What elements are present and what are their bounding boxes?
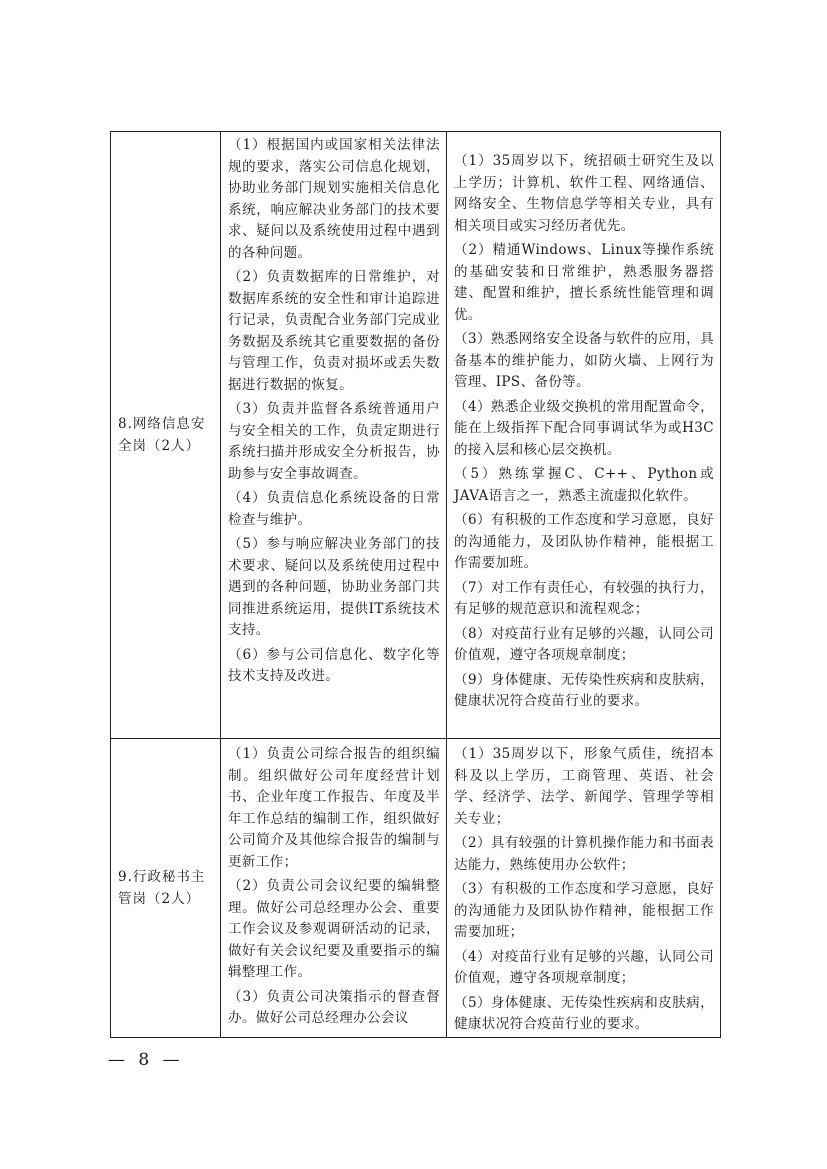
post-cell xyxy=(111,132,221,739)
duty-item: （3）负责并监督各系统普通用户与安全相关的工作，负责定期进行系统扫描并形成安全分析报告，协助参与安全事故调查。 xyxy=(228,401,440,482)
page-number: — 8 — xyxy=(108,1050,184,1070)
job-requirements-table xyxy=(110,131,721,1038)
post-title: 9.行政秘书主管岗（2人） xyxy=(118,868,206,907)
requirement-item: （5）熟练掌握C、C++、Python或JAVA语言之一，熟悉主流虚拟化软件。 xyxy=(454,466,714,504)
duty-item: （2）负责公司会议纪要的编辑整理。做好公司总经理办公会、重要工作会议及参观调研活动的记录，做好有关会议纪要及重要指示的编辑整理工作。 xyxy=(228,878,440,980)
duty-item: （2）负责数据库的日常维护，对数据库系统的安全性和审计追踪进行记录，负责配合业务部门完成业务数据及系统其它重要数据的备份与管理工作，负责对损坏或丢失数据进行数据的恢复。 xyxy=(228,269,440,393)
duties-list xyxy=(221,743,446,1031)
requirements-list xyxy=(447,743,720,1037)
requirement-item: （5）身体健康、无传染性疾病和皮肤病，健康状况符合疫苗行业的要求。 xyxy=(454,994,714,1032)
requirement-item: （1）35周岁以下，形象气质佳，统招本科及以上学历，工商管理、英语、社会学、经济学、法学、新闻学、管理学等相关专业； xyxy=(454,746,714,827)
requirement-item: （8）对疫苗行业有足够的兴趣，认同公司价值观，遵守各项规章制度； xyxy=(454,625,714,663)
duty-item: （4）负责信息化系统设备的日常检查与维护。 xyxy=(228,490,440,528)
duty-item: （6）参与公司信息化、数字化等技术支持及改进。 xyxy=(228,646,440,684)
requirement-item: （6）有积极的工作态度和学习意愿，良好的沟通能力，及团队协作精神，能根据工作需要加班。 xyxy=(454,512,714,571)
requirement-item: （1）35周岁以下，统招硕士研究生及以上学历；计算机、软件工程、网络通信、网络安全、生物信息学等相关专业，具有相关项目或实习经历者优先。 xyxy=(454,153,714,234)
requirement-item: （4）熟悉企业级交换机的常用配置命令，能在上级指挥下配合同事调试华为或H3C的接入层和核心层交换机。 xyxy=(454,398,714,458)
requirements-cell xyxy=(447,739,721,1038)
requirement-item: （2）具有较强的计算机操作能力和书面表达能力，熟练使用办公软件； xyxy=(454,835,714,873)
post-title: 8.网络信息安全岗（2人） xyxy=(118,416,206,454)
duty-item: （3）负责公司决策指示的督查督办。做好公司总经理办公会议 xyxy=(228,988,440,1026)
requirements-cell xyxy=(447,132,721,739)
duties-cell xyxy=(221,739,447,1038)
duty-item: （1）负责公司综合报告的组织编制。组织做好公司年度经营计划书、企业年度工作报告、年度及半年工作总结的编制工作，组织做好公司简介及其他综合报告的编制与更新工作； xyxy=(228,746,440,870)
requirement-item: （4）对疫苗行业有足够的兴趣，认同公司价值观，遵守各项规章制度； xyxy=(454,948,714,986)
table-row xyxy=(111,739,721,1038)
table-row xyxy=(111,132,721,739)
requirement-item: （9）身体健康、无传染性疾病和皮肤病，健康状况符合疫苗行业的要求。 xyxy=(454,671,714,709)
requirement-item: （2）精通Windows、Linux等操作系统的基础安装和日常维护，熟悉服务器搭建、配置和维护，擅长系统性能管理和调优。 xyxy=(454,242,714,323)
duties-cell xyxy=(221,132,447,739)
duty-item: （5）参与响应解决业务部门的技术要求、疑问以及系统使用过程中遇到的各种问题，协助业务部门共同推进系统运用，提供IT系统技术支持。 xyxy=(228,536,440,638)
requirements-list xyxy=(447,150,720,714)
requirement-item: （3）有积极的工作态度和学习意愿，良好的沟通能力及团队协作精神，能根据工作需要加班； xyxy=(454,881,714,940)
requirement-item: （3）熟悉网络安全设备与软件的应用，具备基本的维护能力，如防火墙、上网行为管理、IPS、备份等。 xyxy=(454,331,714,390)
requirement-item: （7）对工作有责任心，有较强的执行力，有足够的规范意识和流程观念； xyxy=(454,579,714,617)
post-cell xyxy=(111,739,221,1038)
duty-item: （1）根据国内或国家相关法律法规的要求，落实公司信息化规划，协助业务部门规划实施相关信息化系统，响应解决业务部门的技术要求、疑问以及系统使用过程中遇到的各种问题。 xyxy=(228,137,440,261)
duties-list xyxy=(221,134,446,689)
